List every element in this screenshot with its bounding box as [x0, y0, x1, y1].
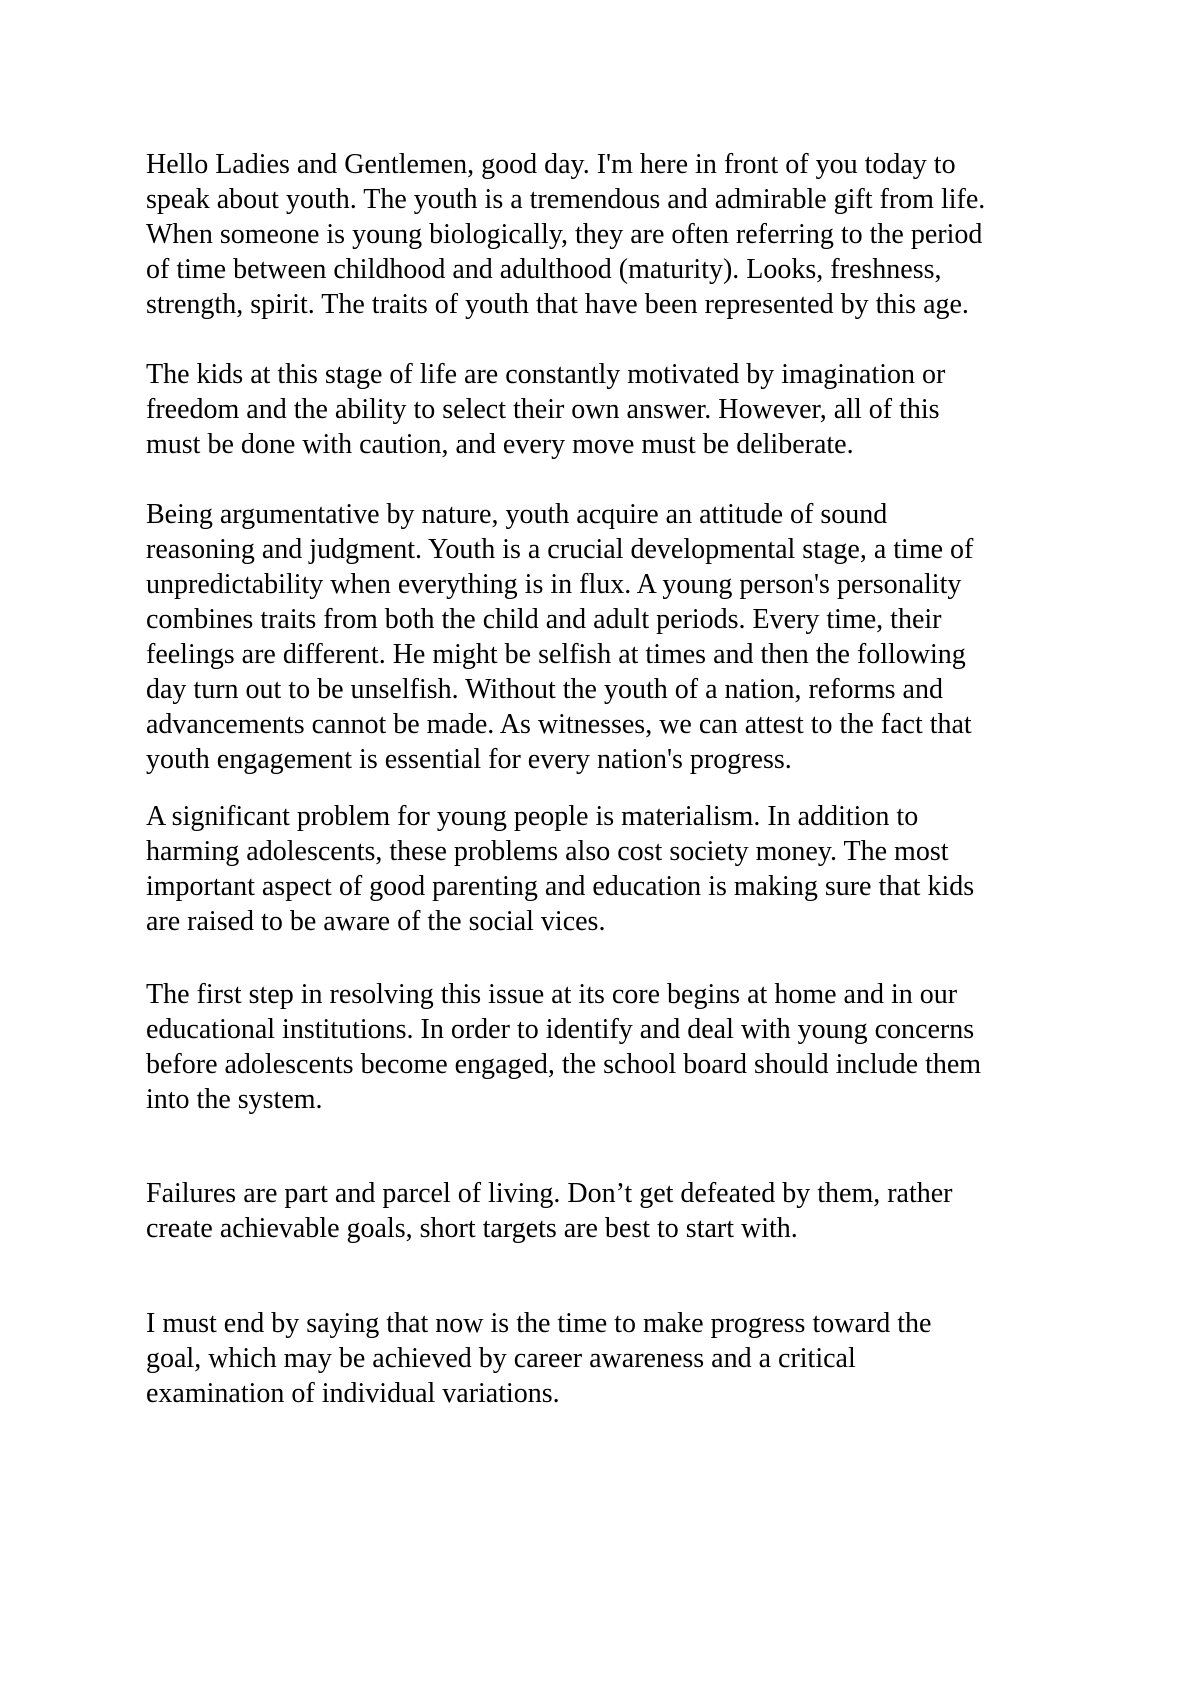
- text-line: The kids at this stage of life are constantly motivated by imagination or: [146, 359, 946, 390]
- text-line: unpredictability when everything is in flux. A young person's personality: [146, 569, 962, 600]
- text-line: When someone is young biologically, they are often referring to the period: [146, 219, 983, 250]
- text-line: into the system.: [146, 1084, 323, 1115]
- paragraph-conclusion: [146, 1306, 1086, 1411]
- text-line: of time between childhood and adulthood (maturity). Looks, freshness,: [146, 254, 942, 285]
- text-line: combines traits from both the child and adult periods. Every time, their: [146, 604, 942, 635]
- text-line: advancements cannot be made. As witnesses, we can attest to the fact that: [146, 709, 972, 740]
- text-line: are raised to be aware of the social vices.: [146, 906, 606, 937]
- text-line: must be done with caution, and every move must be deliberate.: [146, 429, 854, 460]
- text-line: examination of individual variations.: [146, 1378, 560, 1409]
- text-line: The first step in resolving this issue at its core begins at home and in our: [146, 979, 958, 1010]
- paragraph-materialism: [146, 799, 1086, 939]
- text-line: Hello Ladies and Gentlemen, good day. I'm here in front of you today to: [146, 149, 956, 180]
- text-line: A significant problem for young people is materialism. In addition to: [146, 801, 919, 832]
- paragraph-first-step: [146, 977, 1086, 1117]
- text-line: harming adolescents, these problems also cost society money. The most: [146, 836, 949, 867]
- text-line: Being argumentative by nature, youth acquire an attitude of sound: [146, 499, 888, 530]
- text-line: day turn out to be unselfish. Without the youth of a nation, reforms and: [146, 674, 943, 705]
- text-line: I must end by saying that now is the time to make progress toward the: [146, 1308, 932, 1339]
- text-line: before adolescents become engaged, the school board should include them: [146, 1049, 982, 1080]
- paragraph-motivation: [146, 357, 1086, 462]
- text-line: Failures are part and parcel of living. Don’t get defeated by them, rather: [146, 1178, 953, 1209]
- text-line: youth engagement is essential for every nation's progress.: [146, 744, 792, 775]
- text-line: important aspect of good parenting and education is making sure that kids: [146, 871, 975, 902]
- paragraph-failures: [146, 1176, 1086, 1246]
- text-line: freedom and the ability to select their own answer. However, all of this: [146, 394, 940, 425]
- text-line: educational institutions. In order to identify and deal with young concerns: [146, 1014, 975, 1045]
- text-line: reasoning and judgment. Youth is a crucial developmental stage, a time of: [146, 534, 974, 565]
- text-line: create achievable goals, short targets are best to start with.: [146, 1213, 798, 1244]
- text-line: feelings are different. He might be selfish at times and then the following: [146, 639, 966, 670]
- text-line: speak about youth. The youth is a tremendous and admirable gift from life.: [146, 184, 986, 215]
- text-line: strength, spirit. The traits of youth that have been represented by this age.: [146, 289, 969, 320]
- text-line: goal, which may be achieved by career awareness and a critical: [146, 1343, 856, 1374]
- paragraph-introduction: [146, 147, 1086, 322]
- paragraph-development: [146, 497, 1086, 777]
